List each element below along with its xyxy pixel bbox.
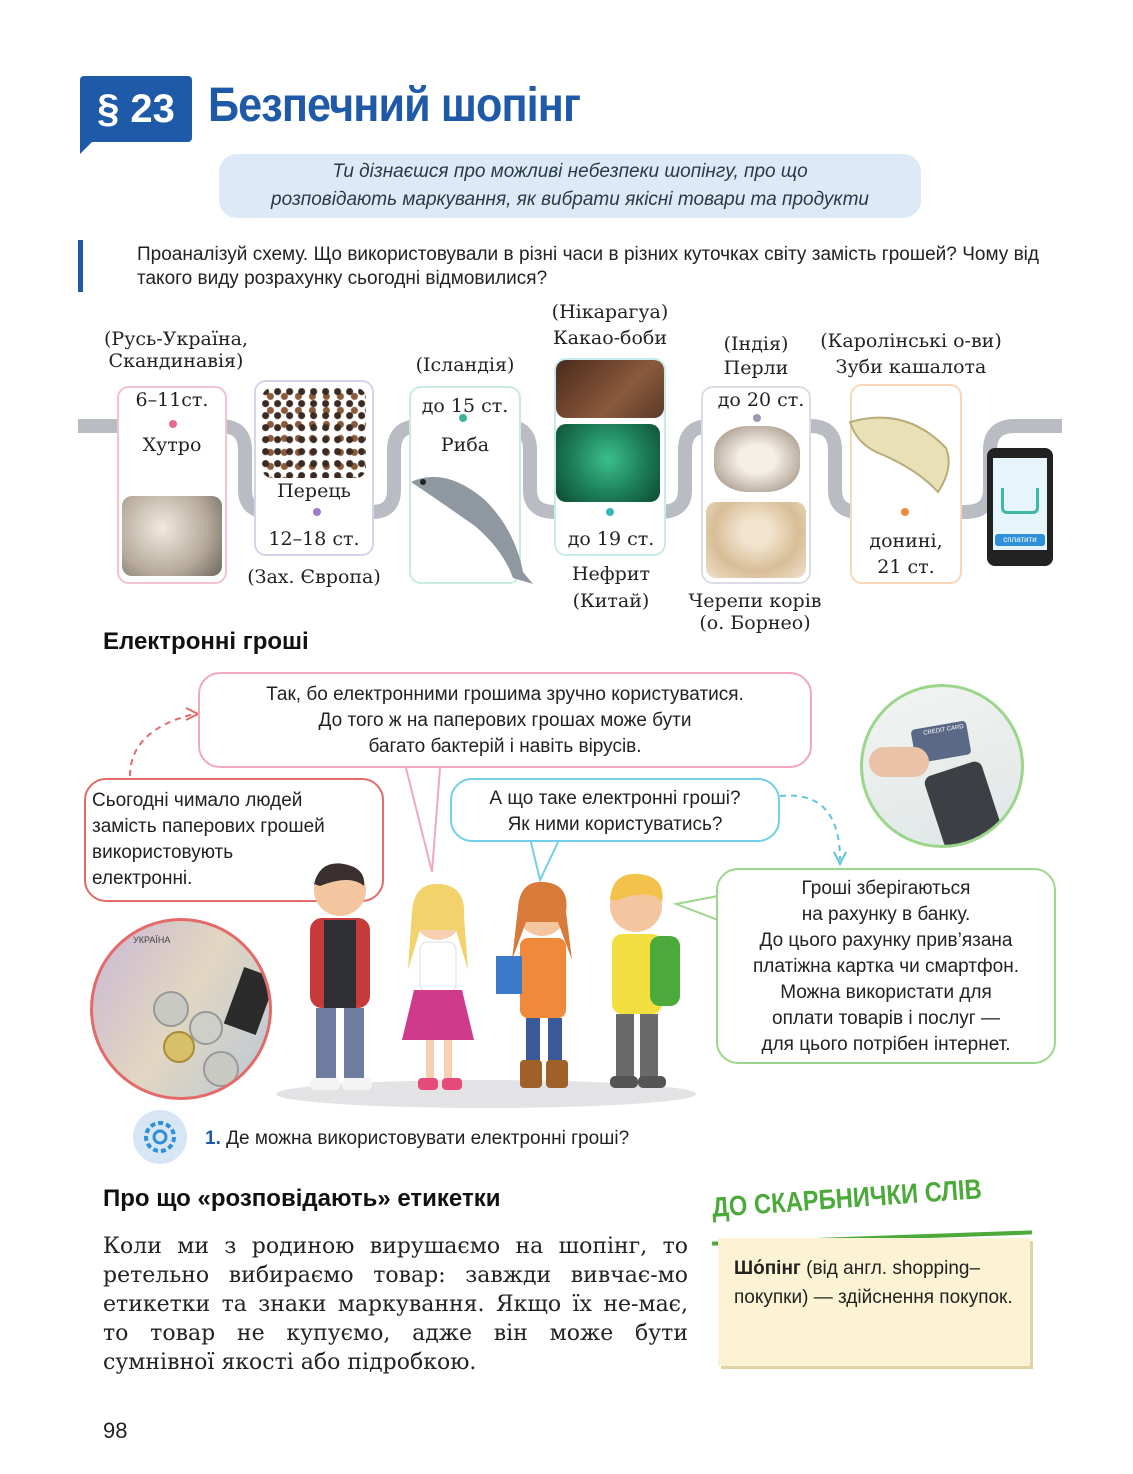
period-fur: 6–11ст.: [135, 389, 209, 411]
period-pearls: до 20 ст.: [717, 389, 805, 411]
region-china: (Китай): [572, 590, 650, 612]
section-number: § 23: [97, 86, 175, 131]
item-jade: Нефрит: [571, 563, 651, 585]
region-caroline-islands: (Каролінські о-ви): [820, 330, 1002, 352]
vocabulary-definition-text: (від англ. shopping–покупки) — здійснення покупок.: [734, 1258, 1013, 1308]
labels-body-text: Коли ми з родиною вирушаємо на шопінг, то ретельно вибираємо товар: завжди вивчає-мо етикетки та знаки маркування. Якщо їх не-має, то товар не купуємо, адже він може бути сумнівної якості або підробкою.: [103, 1234, 688, 1375]
card-payment-photo: [860, 684, 1024, 848]
region-rus: (Русь-Україна, Скандинавія): [104, 328, 248, 372]
speech-bubble-top: Так, бо електронними грошима зручно користуватися. До того ж на паперових грошах може бути багато бактерій і навіть вірусів.: [198, 672, 812, 768]
item-fur: Хутро: [142, 434, 202, 456]
payment-terminal: [923, 760, 1004, 848]
item-pearls: Перли: [723, 357, 789, 379]
task-text: Проаналізуй схему. Що використовували в різні часи в різних куточках світу замість грошей? Чому від такого виду розрахунку сьогодні відмовилися?: [137, 244, 1039, 289]
coin: [189, 1011, 223, 1045]
intro-line-2: розповідають маркування, як вибрати якісні товари та продукти: [271, 189, 869, 210]
region-iceland: (Ісландія): [415, 354, 515, 376]
vocabulary-term: Шо́пінг: [734, 1258, 801, 1279]
region-borneo: (о. Борнео): [699, 612, 811, 634]
region-nicaragua: (Нікарагуа): [551, 301, 669, 323]
coin: [163, 1031, 195, 1063]
children-illustration: [280, 860, 700, 1100]
item-fish: Риба: [440, 434, 490, 456]
coin: [203, 1051, 239, 1087]
intro-line-1: Ти дізнаєшся про можливі небезпеки шопінгу, про що: [332, 161, 808, 182]
credit-card: CREDIT CARD: [910, 720, 971, 763]
pay-button[interactable]: сплатити: [995, 534, 1045, 546]
girl-1: [402, 884, 474, 1090]
period-jade: до 19 ст.: [567, 528, 655, 550]
period-today: донині, 21 ст.: [869, 530, 943, 578]
coin: [153, 991, 189, 1027]
question-text: Де можна використовувати електронні гроші?: [226, 1128, 630, 1149]
item-whale-teeth: Зуби кашалота: [835, 356, 987, 378]
vocabulary-definition: [734, 1254, 1030, 1312]
item-cow-skulls: Черепи корів: [688, 590, 822, 612]
speech-bubble-right: Гроші зберігаються на рахунку в банку. До цього рахунку прив’язана платіжна картка чи смартфон. Можна використати для оплати товарів і послуг — для цього потрібен інтернет.: [716, 868, 1056, 1064]
page-number: 98: [103, 1418, 128, 1443]
region-west-europe: (Зах. Європа): [247, 566, 381, 588]
vocabulary-title: ДО СКАРБНИЧКИ СЛІВ: [710, 1173, 983, 1223]
question-1: [205, 1128, 629, 1150]
boy-2: [610, 874, 680, 1088]
region-india: (Індія): [723, 333, 789, 355]
e-money-heading: Електронні гроші: [103, 628, 309, 655]
speech-bubble-middle: А що таке електронні гроші? Як ними користуватись?: [450, 778, 780, 842]
banknote-label: УКРАЇНА: [133, 935, 171, 945]
item-cocoa: Какао-боби: [552, 327, 668, 349]
labels-heading: Про що «розповідають» етикетки: [103, 1185, 501, 1212]
gear-icon: [133, 1110, 187, 1164]
cash-photo: [90, 918, 272, 1100]
speech-bubble-left: Сьогодні чимало людей замість паперових грошей використовують електронні.: [84, 778, 384, 902]
period-fish: до 15 ст.: [421, 395, 509, 417]
hand: [869, 747, 929, 777]
girl-2: [496, 882, 572, 1088]
boy-1: [310, 863, 372, 1090]
period-pepper: 12–18 ст.: [268, 528, 360, 550]
item-pepper: Перець: [277, 480, 351, 502]
question-number: 1.: [205, 1128, 221, 1149]
bank-card: [224, 967, 272, 1035]
page-title: Безпечний шопінг: [208, 79, 581, 132]
